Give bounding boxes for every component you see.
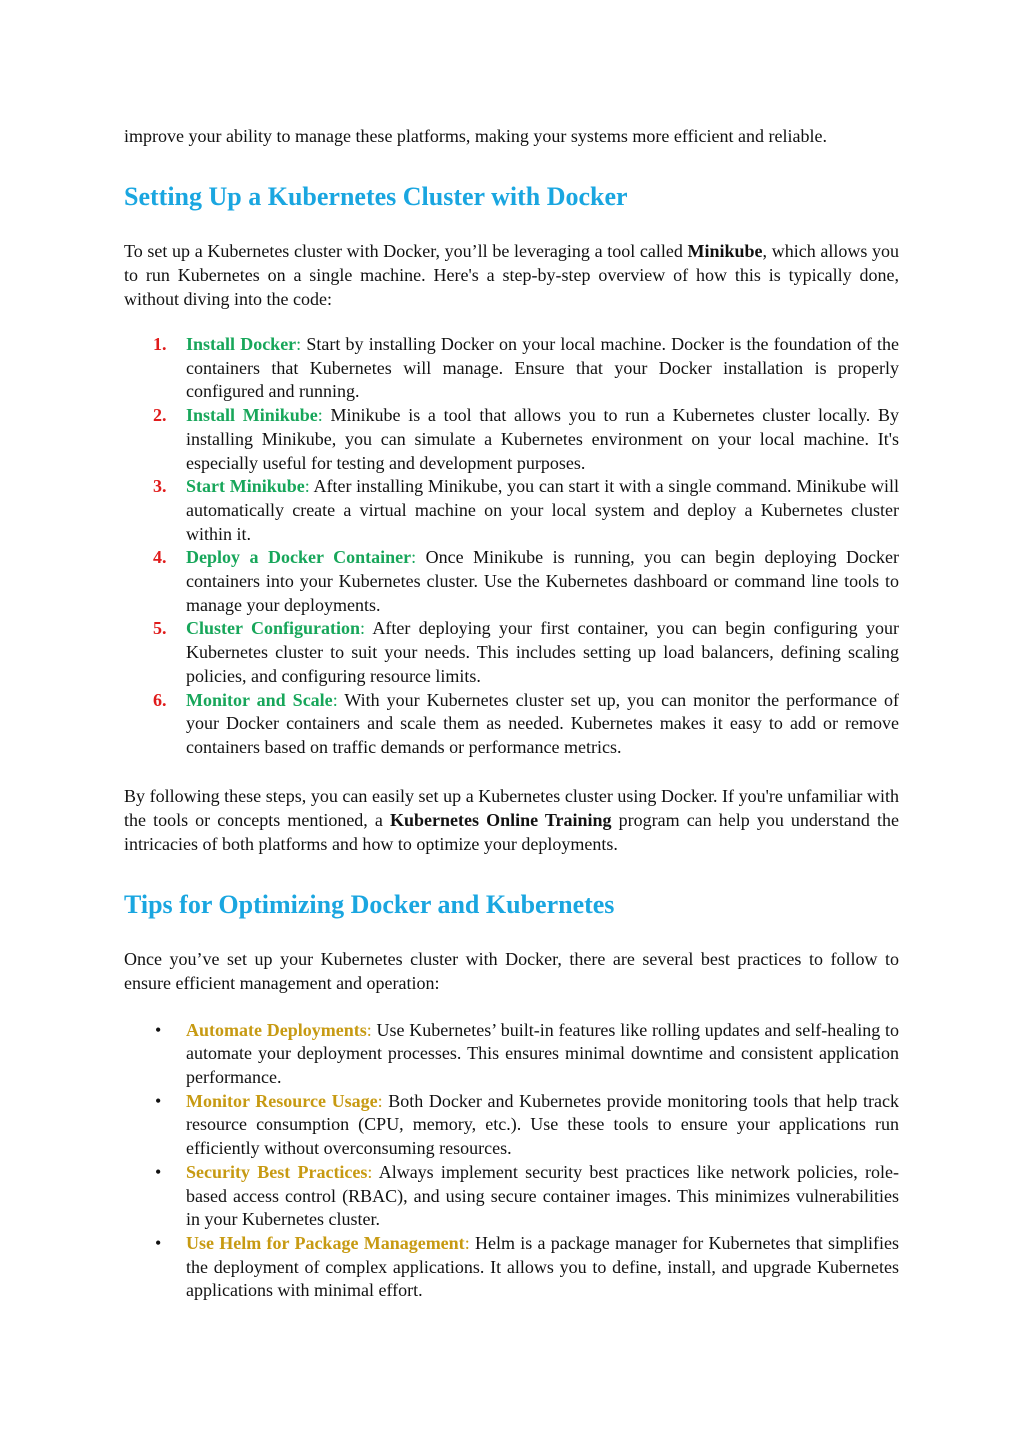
- step-title: Install Minikube: [186, 405, 318, 426]
- step-title: Monitor and Scale: [186, 689, 333, 710]
- bullet-icon: •: [155, 1232, 162, 1253]
- tip-colon: :: [367, 1161, 373, 1182]
- setup-paragraph-text-end: , which allows you to run Kubernetes on a single machine. Here's a step-by-step overview of how this is typically done, without diving into the code:: [124, 241, 899, 309]
- step-text: With your Kubernetes cluster set up, you can monitor the performance of your Docker containers and scale them as needed. Kubernetes makes it easy to add or remove containers based on traffic demands or performance metrics.: [186, 689, 900, 757]
- step-number: 3.: [153, 476, 167, 497]
- tip-title: Monitor Resource Usage: [186, 1090, 378, 1111]
- training-bold: Kubernetes Online Training: [389, 809, 612, 830]
- document-page: [124, 124, 899, 1303]
- step-colon: :: [317, 405, 323, 426]
- step-title: Deploy a Docker Container: [186, 547, 412, 568]
- tip-item: [124, 1090, 899, 1161]
- step-colon: :: [360, 618, 366, 639]
- training-paragraph: [124, 784, 899, 856]
- step-item: [124, 689, 899, 760]
- step-colon: :: [411, 547, 417, 568]
- step-item: [124, 617, 899, 688]
- tip-item: [124, 1019, 899, 1090]
- tip-item: [124, 1232, 899, 1303]
- step-title: Start Minikube: [186, 476, 305, 497]
- step-text: After deploying your first container, you can begin configuring your Kubernetes cluster to suit your needs. This includes setting up load balancers, defining scaling policies, and configuring resource limits.: [186, 618, 899, 686]
- step-number: 4.: [153, 547, 167, 568]
- step-item: [124, 475, 899, 546]
- step-item: [124, 404, 899, 475]
- intro-paragraph: improve your ability to manage these platforms, making your systems more efficient and reliable.: [124, 126, 827, 146]
- step-title: Cluster Configuration: [186, 618, 361, 639]
- step-text: Start by installing Docker on your local machine. Docker is the foundation of the containers that Kubernetes will manage. Ensure that your Docker installation is properly configured and running.: [186, 334, 899, 402]
- step-item: [124, 333, 899, 404]
- step-item: [124, 546, 899, 617]
- bullet-icon: •: [155, 1090, 162, 1111]
- setup-steps-list: [124, 333, 899, 760]
- step-colon: :: [296, 334, 302, 354]
- step-number: 5.: [153, 618, 167, 639]
- tip-text: Both Docker and Kubernetes provide monitoring tools that help track resource consumption (CPU, memory, etc.). Use these tools to ensure your applications run efficiently without overconsuming resources.: [186, 1090, 899, 1159]
- tip-colon: :: [366, 1019, 372, 1040]
- tip-title: Use Helm for Package Management: [186, 1232, 465, 1253]
- bullet-icon: •: [155, 1161, 162, 1182]
- tip-title: Automate Deployments: [186, 1019, 367, 1040]
- step-text: After installing Minikube, you can start it with a single command. Minikube will automatically create a virtual machine on your local system and deploy a Kubernetes cluster within it.: [186, 476, 899, 544]
- tips-heading: Tips for Optimizing Docker and Kubernetes: [124, 889, 615, 919]
- tip-text: Use Kubernetes’ built-in features like rolling updates and self-healing to automate your deployment processes. This ensures minimal downtime and consistent application performance.: [186, 1019, 899, 1088]
- step-number: 6.: [153, 689, 167, 710]
- training-paragraph-text: By following these steps, you can easily set up a Kubernetes cluster using Docker. If you're unfamiliar with the tools or concepts mentioned, a: [124, 785, 899, 830]
- step-colon: :: [332, 689, 338, 710]
- minikube-bold: Minikube: [687, 241, 763, 261]
- setup-paragraph-text: To set up a Kubernetes cluster with Docker, you’ll be leveraging a tool called: [124, 241, 688, 261]
- training-paragraph-text-end: program can help you understand the intricacies of both platforms and how to optimize your deployments.: [124, 809, 899, 854]
- tip-colon: :: [464, 1232, 470, 1253]
- tips-paragraph: Once you’ve set up your Kubernetes cluster with Docker, there are several best practices to follow to ensure efficient management and operation:: [124, 948, 899, 993]
- step-text: Once Minikube is running, you can begin deploying Docker containers into your Kubernetes cluster. Use the Kubernetes dashboard or command line tools to manage your deployments.: [186, 547, 900, 615]
- tip-text: Always implement security best practices like network policies, role-based access control (RBAC), and using secure container images. This minimizes vulnerabilities in your Kubernetes cluster.: [186, 1161, 899, 1230]
- tips-list: [124, 1019, 899, 1303]
- bullet-icon: •: [155, 1019, 162, 1040]
- step-title: Install Docker: [186, 334, 297, 354]
- tip-item: [124, 1161, 899, 1232]
- setup-heading: Setting Up a Kubernetes Cluster with Docker: [124, 182, 628, 211]
- step-text: Minikube is a tool that allows you to run a Kubernetes cluster locally. By installing Minikube, you can simulate a Kubernetes environment on your local machine. It's especially useful for testing and development purposes.: [186, 405, 899, 473]
- step-number: 1.: [153, 334, 167, 354]
- tip-text: Helm is a package manager for Kubernetes that simplifies the deployment of complex applications. It allows you to define, install, and upgrade Kubernetes applications with minimal effort.: [186, 1232, 899, 1301]
- tip-colon: :: [377, 1090, 383, 1111]
- setup-paragraph: [124, 239, 899, 311]
- tip-title: Security Best Practices: [186, 1161, 368, 1182]
- step-number: 2.: [153, 405, 167, 426]
- step-colon: :: [304, 476, 310, 497]
